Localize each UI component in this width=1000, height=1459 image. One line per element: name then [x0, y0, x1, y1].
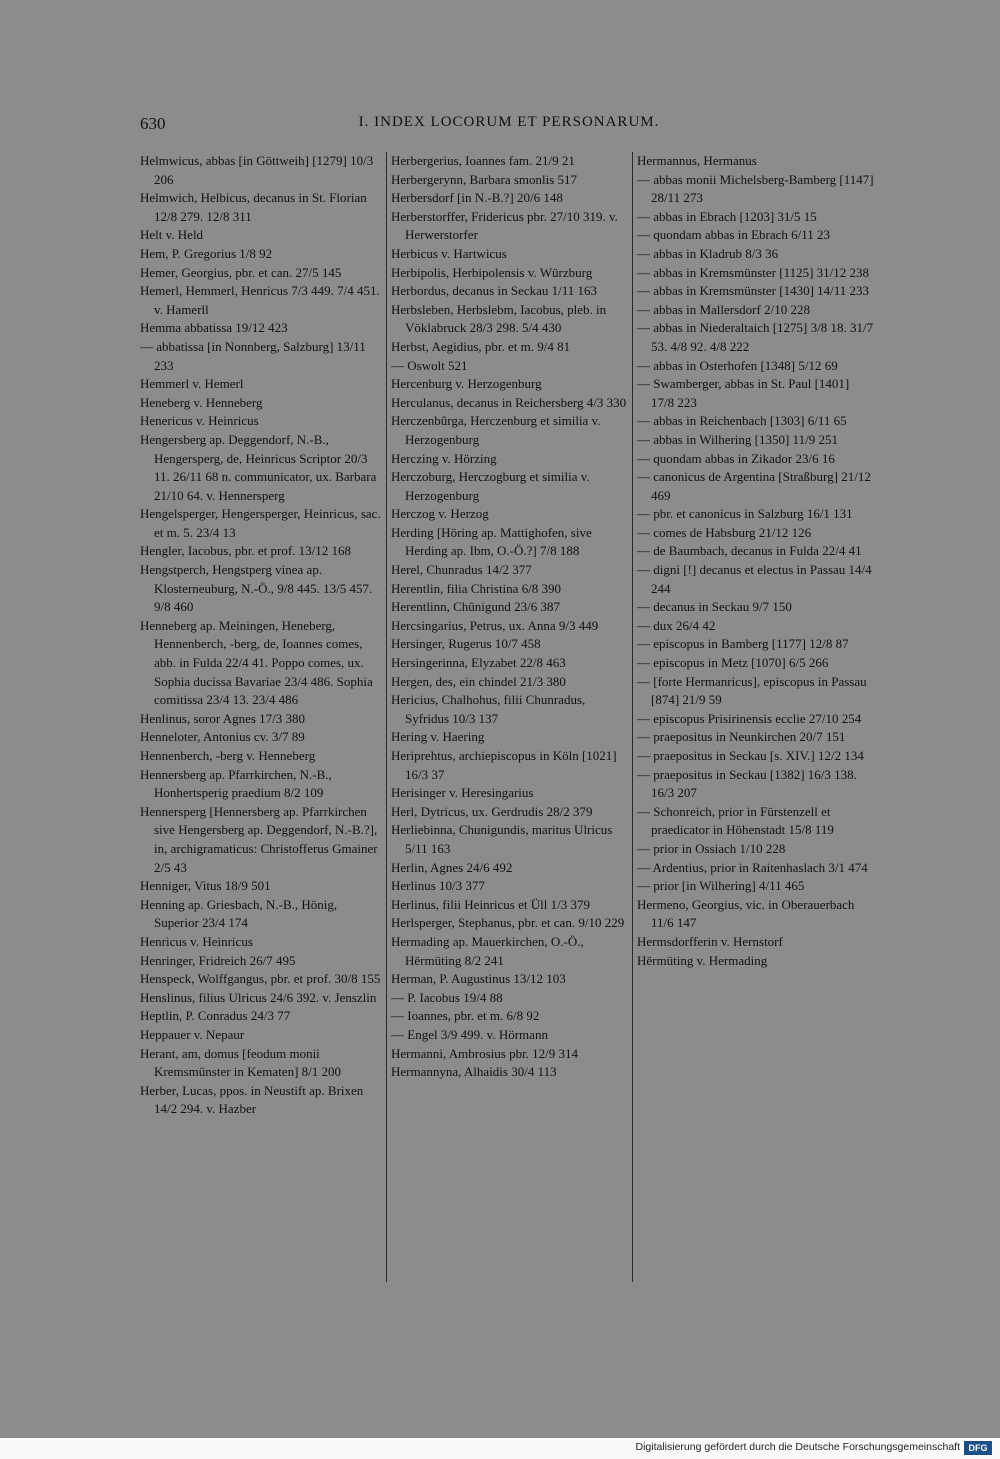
index-entry: Herculanus, decanus in Reichersberg 4/3 330 — [391, 394, 627, 410]
index-entry: — praepositus in Seckau [1382] 16/3 138. 16/3 207 — [637, 766, 857, 801]
index-entry: Henneberg ap. Meiningen, Heneberg, Hennenberch, -berg, de, Ioannes comes, abb. in Fulda 22/4 41. Poppo comes, ux. Sophia ducissa Bavariae 23/4 486. Sophia comitissa 23/4 13. 23/4 486 — [140, 617, 373, 708]
index-entry: Henricus v. Heinricus — [140, 933, 253, 949]
funding-credit: Digitalisierung gefördert durch die Deutsche Forschungsgemeinschaft — [635, 1441, 960, 1453]
index-entry: Herlinus, filii Heinricus et Üll 1/3 379 — [391, 896, 590, 912]
index-entry: Herbsleben, Herbslebm, Iacobus, pleb. in Vöklabruck 28/3 298. 5/4 430 — [391, 301, 607, 336]
index-entry: — de Baumbach, decanus in Fulda 22/4 41 — [637, 543, 862, 559]
index-entry: Hennenberch, -berg v. Henneberg — [140, 748, 316, 763]
index-entry: Herl, Dytricus, ux. Gerdrudis 28/2 379 — [391, 803, 593, 819]
index-entry: Herbergerius, Ioannes fam. 21/9 21 — [391, 153, 575, 168]
index-entry: Hemer, Georgius, pbr. et can. 27/5 145 — [140, 264, 342, 280]
index-entry: — Schonreich, prior in Fürstenzell et praedicator in Höhenstadt 15/8 119 — [637, 803, 834, 838]
index-entry: — abbas in Mallersdorf 2/10 228 — [637, 301, 810, 317]
index-columns — [140, 152, 878, 1282]
index-entry: — episcopus in Metz [1070] 6/5 266 — [637, 655, 829, 671]
index-entry: — abbas monii Michelsberg-Bamberg [1147] 28/11 273 — [637, 171, 874, 206]
index-entry: — episcopus in Bamberg [1177] 12/8 87 — [637, 636, 849, 652]
index-entry: — abbas in Kremsmünster [1430] 14/11 233 — [637, 283, 870, 299]
index-entry: Herberstorffer, Fridericus pbr. 27/10 319. v. Herwerstorfer — [391, 208, 618, 243]
index-entry: Hemerl, Hemmerl, Henricus 7/3 449. 7/4 451. v. Hamerll — [140, 283, 380, 317]
index-entry: Herlin, Agnes 24/6 492 — [391, 859, 513, 875]
index-entry: Herbersdorf [in N.-B.?] 20/6 148 — [391, 190, 563, 206]
index-entry: Helmwich, Helbicus, decanus in St. Florian 12/8 279. 12/8 311 — [140, 190, 367, 224]
index-column-1 — [140, 152, 386, 1282]
index-entry: — Swamberger, abbas in St. Paul [1401] 17/8 223 — [637, 376, 850, 410]
index-entry: Henniger, Vitus 18/9 501 — [140, 878, 271, 894]
index-entry: Hermading ap. Mauerkirchen, O.-Ö., Hërmüting 8/2 241 — [391, 933, 584, 968]
index-entry: — abbas in Reichenbach [1303] 6/11 65 — [637, 413, 847, 429]
index-entry: Herding [Höring ap. Mattighofen, sive Herding ap. Ibm, O.-Ö.?] 7/8 188 — [391, 524, 592, 559]
index-entry: — Oswolt 521 — [391, 357, 468, 373]
index-entry: — episcopus Prisirinensis ecclie 27/10 254 — [637, 710, 862, 726]
index-entry: Herman, P. Augustinus 13/12 103 — [391, 971, 566, 987]
index-entry: Hermanni, Ambrosius pbr. 12/9 314 — [391, 1045, 579, 1061]
index-entry: Henslinus, filius Ulricus 24/6 392. v. Jenszlin — [140, 989, 377, 1005]
index-entry: — canonicus de Argentina [Straßburg] 21/12 469 — [637, 469, 871, 503]
index-entry: Herlsperger, Stephanus, pbr. et can. 9/10 229 — [391, 915, 625, 931]
page-header — [140, 114, 878, 140]
index-entry: — praepositus in Seckau [s. XIV.] 12/2 134 — [637, 748, 864, 763]
index-entry: Hermannus, Hermanus — [637, 153, 757, 168]
dfg-logo: DFG — [964, 1441, 992, 1455]
index-entry: Hennersberg ap. Pfarrkirchen, N.-B., Honhertsperig praedium 8/2 109 — [140, 766, 332, 801]
index-entry: Hengersberg ap. Deggendorf, N.-B., Hengersperg, de, Heinricus Scriptor 20/3 11. 26/11 68 n. communicator, ux. Barbara 21/10 64. v. Hennersperg — [140, 431, 377, 503]
index-entry: — abbas in Kremsmünster [1125] 31/12 238 — [637, 264, 870, 280]
index-entry: Herel, Chunradus 14/2 377 — [391, 562, 532, 578]
index-entry: Hercsingarius, Petrus, ux. Anna 9/3 449 — [391, 617, 599, 633]
index-entry: Hering v. Haering — [391, 729, 485, 745]
index-entry: Henneloter, Antonius cv. 3/7 89 — [140, 729, 305, 745]
index-entry: Hersinger, Rugerus 10/7 458 — [391, 636, 541, 652]
index-entry: Hengler, Iacobus, pbr. et prof. 13/12 168 — [140, 543, 352, 559]
index-entry: Helmwicus, abbas [in Göttweih] [1279] 10/3 206 — [140, 153, 374, 187]
index-entry: Herisinger v. Heresingarius — [391, 785, 534, 801]
index-entry: Henlinus, soror Agnes 17/3 380 — [140, 710, 306, 726]
index-entry: — quondam abbas in Zikador 23/6 16 — [637, 450, 835, 466]
index-entry: Herliebinna, Chunigundis, maritus Ulricus 5/11 163 — [391, 822, 613, 856]
index-entry: — Engel 3/9 499. v. Hörmann — [391, 1026, 548, 1042]
index-entry: Hem, P. Gregorius 1/8 92 — [140, 245, 273, 261]
index-entry: — P. Iacobus 19/4 88 — [391, 989, 503, 1005]
index-entry: Herant, am, domus [feodum monii Kremsmünster in Kematen] 8/1 200 — [140, 1045, 342, 1080]
index-entry: — Ioannes, pbr. et m. 6/8 92 — [391, 1008, 540, 1024]
index-entry: Herbst, Aegidius, pbr. et m. 9/4 81 — [391, 338, 571, 354]
index-entry: Hergen, des, ein chindel 21/3 380 — [391, 673, 566, 689]
index-entry: Herczenbûrga, Herczenburg et similia v. Herzogenburg — [391, 413, 601, 447]
index-column-3 — [632, 152, 878, 1282]
index-entry: — abbas in Ebrach [1203] 31/5 15 — [637, 208, 817, 224]
index-entry: Herczog v. Herzog — [391, 506, 489, 522]
index-entry: — decanus in Seckau 9/7 150 — [637, 599, 792, 615]
index-entry: — digni [!] decanus et electus in Passau 14/4 244 — [637, 562, 872, 596]
index-entry: Heriprehtus, archiepiscopus in Köln [1021] 16/3 37 — [391, 748, 617, 782]
index-entry: — abbatissa [in Nonnberg, Salzburg] 13/11 233 — [140, 338, 366, 373]
index-entry: — prior in Ossiach 1/10 228 — [637, 840, 786, 856]
index-entry: Herentlinn, Chûnigund 23/6 387 — [391, 599, 560, 615]
page-number: 630 — [140, 114, 166, 133]
index-entry: Heneberg v. Henneberg — [140, 394, 263, 410]
index-entry: — prior [in Wilhering] 4/11 465 — [637, 878, 805, 894]
index-entry: Henning ap. Griesbach, N.-B., Hönig, Superior 23/4 174 — [140, 896, 338, 931]
index-entry: Hermeno, Georgius, vic. in Oberauerbach 11/6 147 — [637, 896, 855, 931]
index-entry: — abbas in Wilhering [1350] 11/9 251 — [637, 431, 838, 447]
index-entry: Hermsdorfferin v. Hernstorf — [637, 933, 783, 949]
index-entry: — pbr. et canonicus in Salzburg 16/1 131 — [637, 506, 853, 522]
index-entry: Herczoburg, Herczogburg et similia v. Herzogenburg — [391, 469, 590, 503]
index-entry: — dux 26/4 42 — [637, 617, 716, 633]
index-entry: Hengelsperger, Hengersperger, Heinricus, sac. et m. 5. 23/4 13 — [140, 506, 381, 540]
index-entry: Hërmüting v. Hermading — [637, 952, 768, 968]
index-entry: — praepositus in Neunkirchen 20/7 151 — [637, 729, 846, 745]
index-column-2 — [386, 152, 632, 1282]
index-entry: Hericius, Chalhohus, filii Chunradus, Syfridus 10/3 137 — [391, 692, 586, 726]
index-entry: Heppauer v. Nepaur — [140, 1026, 245, 1042]
index-entry: Herbicus v. Hartwicus — [391, 245, 507, 261]
index-entry: Herbergerynn, Barbara smonlis 517 — [391, 171, 578, 187]
index-entry: Henringer, Fridreich 26/7 495 — [140, 952, 296, 968]
index-entry: Herlinus 10/3 377 — [391, 878, 485, 894]
running-title: I. INDEX LOCORUM ET PERSONARUM. — [358, 114, 660, 130]
index-entry: Herczing v. Hörzing — [391, 450, 497, 466]
index-entry: Hercenburg v. Herzogenburg — [391, 376, 542, 392]
index-entry: Heptlin, P. Conradus 24/3 77 — [140, 1008, 291, 1024]
index-entry: Helt v. Held — [140, 227, 204, 243]
index-entry: Hennersperg [Hennersberg ap. Pfarrkirchen sive Hengersberg ap. Deggendorf, N.-B.?], in, archigramaticus: Christofferus Gmainer 2/5 43 — [140, 803, 378, 875]
index-entry: — Ardentius, prior in Raitenhaslach 3/1 474 — [637, 859, 868, 875]
index-entry: — abbas in Osterhofen [1348] 5/12 69 — [637, 357, 838, 373]
index-entry: Herber, Lucas, ppos. in Neustift ap. Brixen 14/2 294. v. Hazber — [140, 1082, 364, 1117]
index-entry: — abbas in Niederaltaich [1275] 3/8 18. 31/7 53. 4/8 92. 4/8 222 — [637, 320, 874, 354]
index-entry: Herbordus, decanus in Seckau 1/11 163 — [391, 283, 598, 299]
footer-bar — [0, 1438, 1000, 1459]
index-entry: Hersingerinna, Elyzabet 22/8 463 — [391, 655, 566, 671]
index-entry: Henspeck, Wolffgangus, pbr. et prof. 30/8 155 — [140, 971, 381, 987]
index-entry: — quondam abbas in Ebrach 6/11 23 — [637, 227, 831, 243]
index-entry: — [forte Hermanricus], episcopus in Passau [874] 21/9 59 — [637, 673, 867, 708]
index-entry: Hermannyna, Alhaidis 30/4 113 — [391, 1064, 557, 1080]
index-entry: — abbas in Kladrub 8/3 36 — [637, 245, 779, 261]
index-entry: Herbipolis, Herbipolensis v. Würzburg — [391, 264, 593, 280]
index-entry: — comes de Habsburg 21/12 126 — [637, 524, 812, 540]
index-entry: Herentlin, filia Christina 6/8 390 — [391, 580, 562, 596]
index-entry: Hengstperch, Hengstperg vinea ap. Klosterneuburg, N.-Ö., 9/8 445. 13/5 457. 9/8 460 — [140, 562, 373, 615]
index-entry: Hemmerl v. Hemerl — [140, 376, 244, 392]
index-entry: Henericus v. Heinricus — [140, 413, 259, 429]
index-entry: Hemma abbatissa 19/12 423 — [140, 320, 288, 336]
